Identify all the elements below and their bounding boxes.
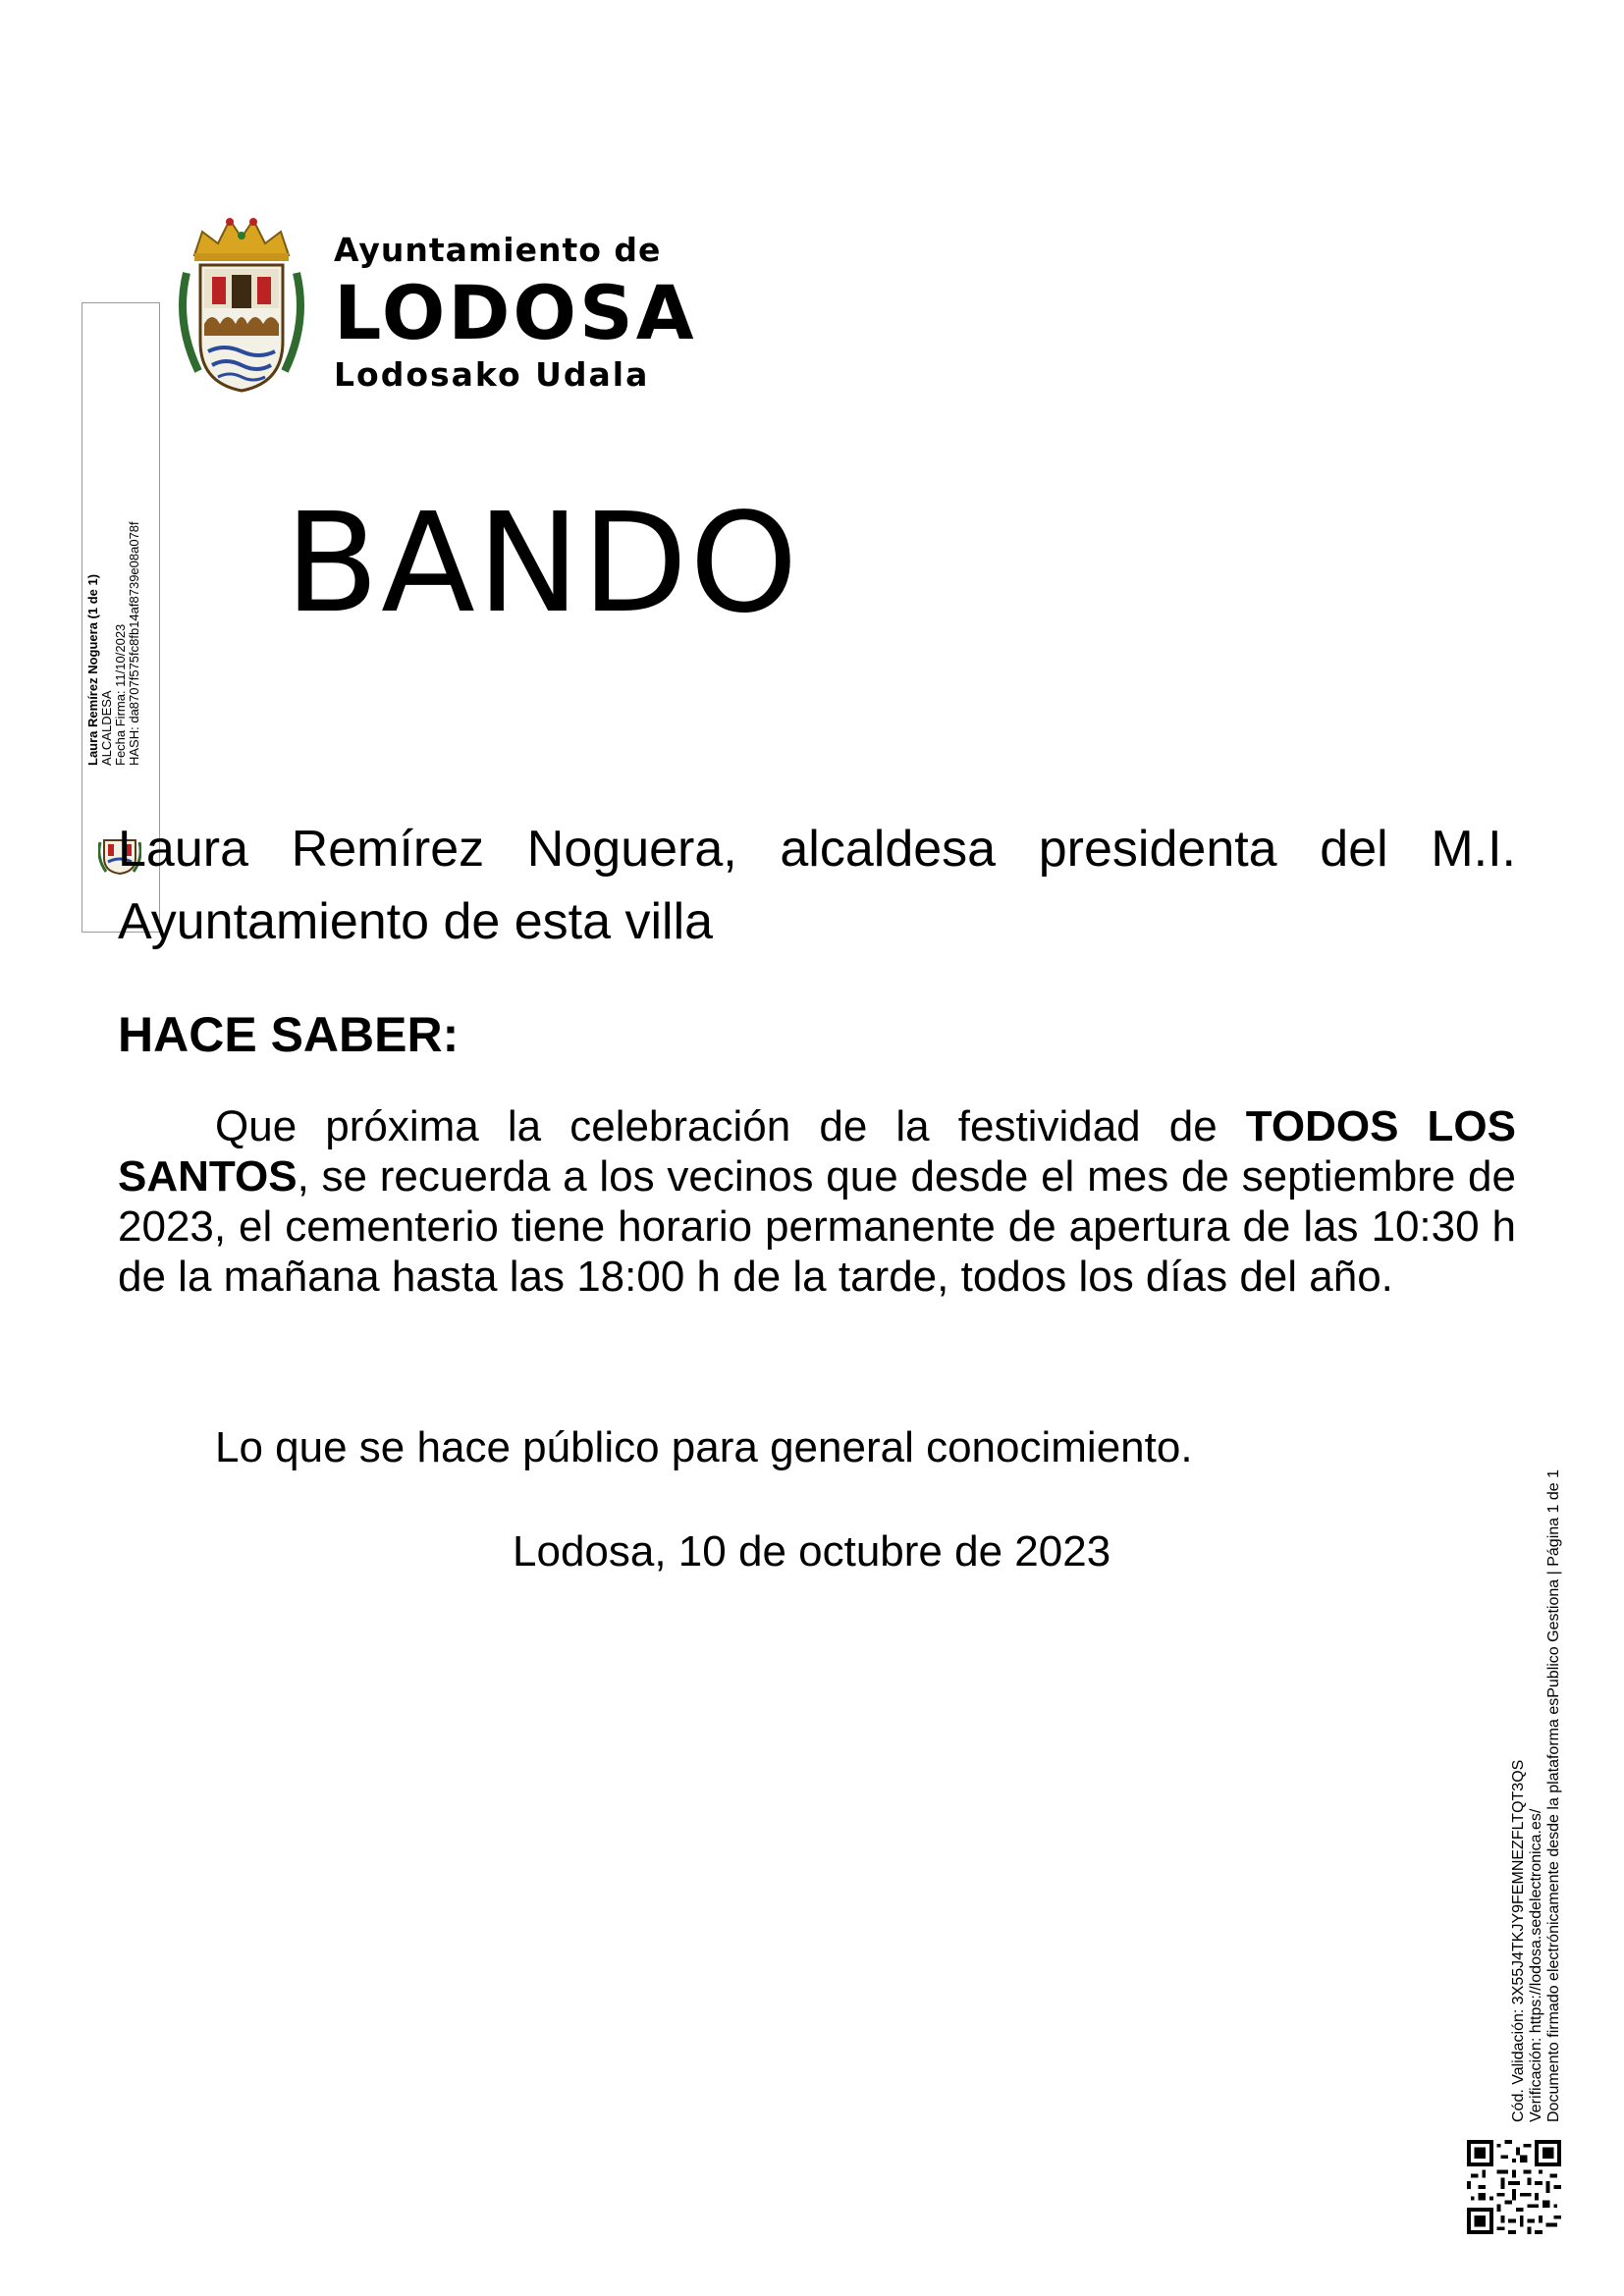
- org-name-line1: Ayuntamiento de: [334, 231, 662, 269]
- org-name-line2: LODOSA: [334, 269, 697, 356]
- body-text-part1: Que próxima la celebración de la festividad de: [215, 1102, 1246, 1150]
- intro-text: Laura Remírez Noguera, alcaldesa presidenta del M.I. Ayuntamiento de esta villa: [118, 821, 1516, 950]
- signature-date: Fecha Firma: 11/10/2023: [113, 623, 128, 766]
- closing-text: Lo que se hace público para general conocimiento.: [215, 1423, 1193, 1471]
- validation-footer: Documento firmado electrónicamente desde la plataforma esPublico Gestiona | Página 1 de 1: [1545, 1469, 1562, 2122]
- qr-code-icon: [1467, 2140, 1561, 2234]
- body-text-part2: , se recuerda a los vecinos que desde el mes de septiembre de 2023, el cementerio tiene horario permanente de apertura de las 10:30 h de la mañana hasta las 18:00 h de la tarde, todos los días del año.: [118, 1152, 1516, 1301]
- org-name: [334, 231, 697, 394]
- validation-text: [1510, 1469, 1563, 2122]
- body-text-bold: TODOS LOS SANTOS: [118, 1102, 1517, 1201]
- validation-url: Verificación: https://lodosa.sedelectronica.es/: [1528, 1808, 1544, 2122]
- document-title: BANDO: [285, 484, 800, 644]
- signature-hash: HASH: da8707f575fc8fb14af8739e08a078f: [127, 521, 141, 766]
- signature-role: ALCALDESA: [99, 690, 114, 766]
- signature-text: [86, 521, 141, 766]
- body-paragraph: [118, 1101, 1516, 1302]
- coat-of-arms-icon: [173, 214, 310, 399]
- signature-name: Laura Remírez Noguera (1 de 1): [85, 573, 100, 766]
- place-date: Lodosa, 10 de octubre de 2023: [513, 1527, 1111, 1575]
- validation-code: Cód. Validación: 3X55J4TKJY9FEMNEZFLTQT3QS: [1510, 1759, 1527, 2122]
- section-heading: HACE SABER:: [118, 1007, 460, 1062]
- org-name-line3: Lodosako Udala: [334, 355, 650, 394]
